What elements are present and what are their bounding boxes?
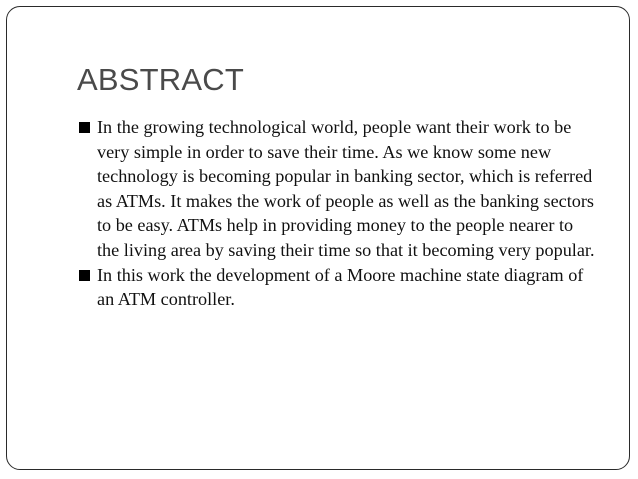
bullet-item [77,263,597,312]
bullet-text: In this work the development of a Moore machine state diagram of an ATM controller. [97,264,584,310]
bullet-text: In the growing technological world, people want their work to be very simple in order to save their time. As we know some new technology is becoming popular in banking sector, which is referred as ATMs. It makes the work of people as well as the banking sectors to be easy. ATMs help in providing money to the people nearer to the living area by saving their time so that it becoming very popular. [97,117,595,260]
bullet-item [77,115,597,263]
bullet-square-icon [79,270,90,281]
slide-title: ABSTRACT [77,62,244,97]
bullet-list [77,115,597,312]
bullet-square-icon [79,122,90,133]
slide-frame [6,6,630,470]
